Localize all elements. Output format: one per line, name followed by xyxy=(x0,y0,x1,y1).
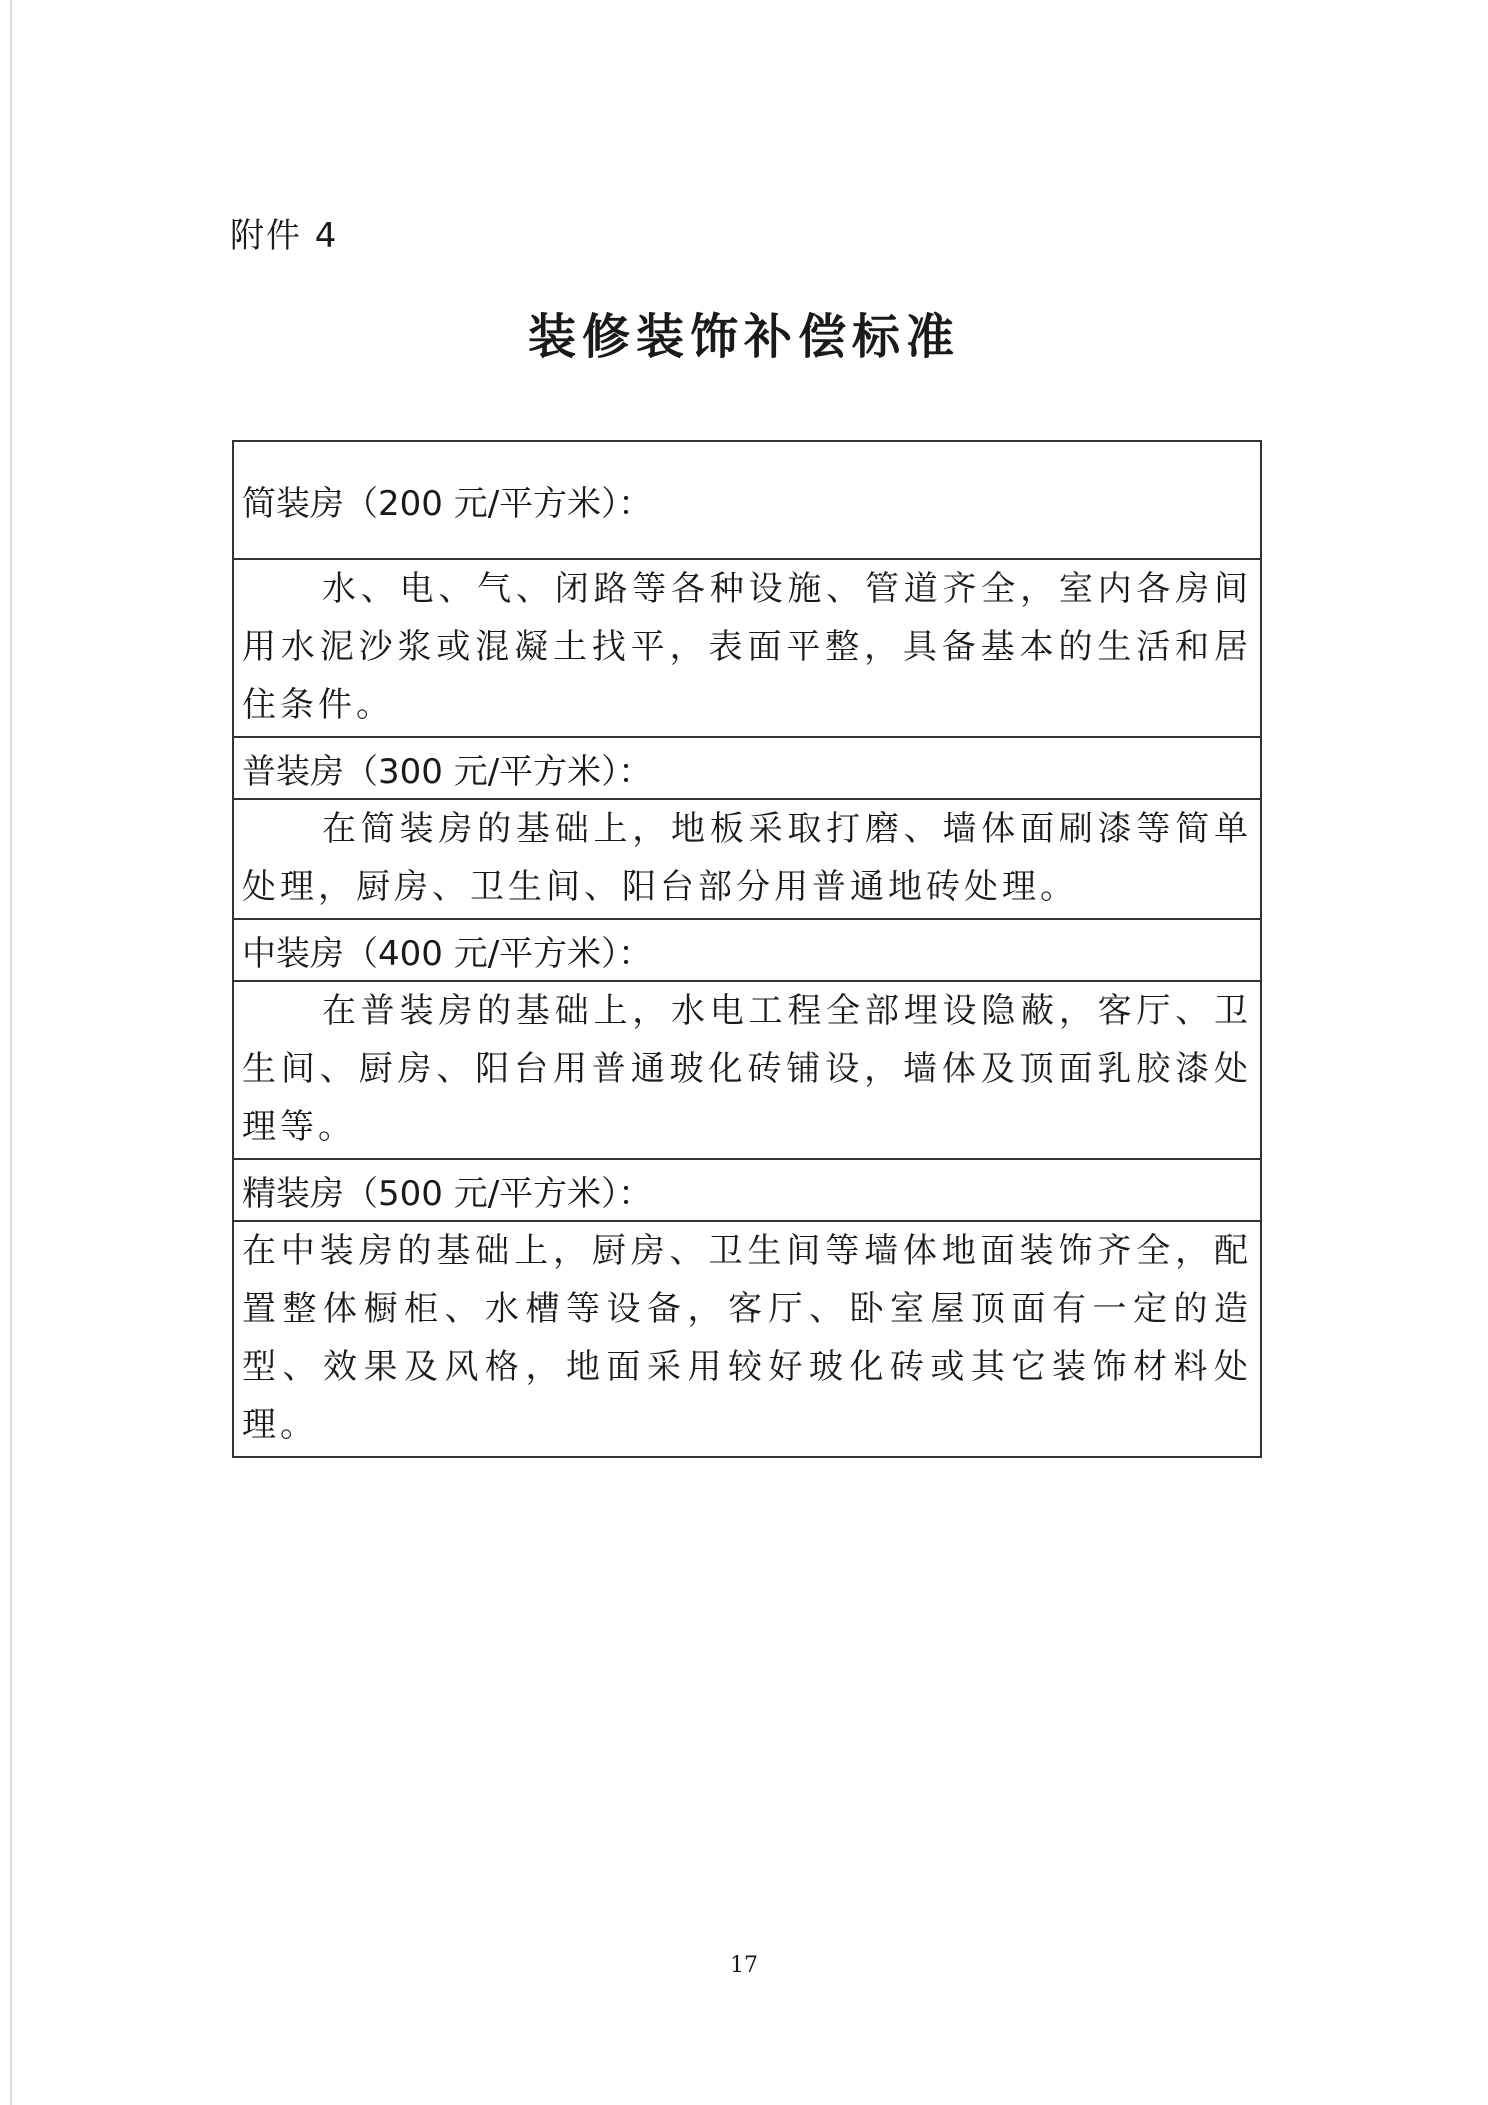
section-heading-fine: 精装房（500 元/平方米）： xyxy=(234,1160,1260,1222)
section-description-basic: 水、电、气、闭路等各种设施、管道齐全，室内各房间用水泥沙浆或混凝土找平，表面平整，具备基本的生活和居住条件。 xyxy=(234,560,1260,738)
document-title: 装修装饰补偿标准 xyxy=(527,309,960,365)
section-description-medium: 在普装房的基础上，水电工程全部埋设隐蔽，客厅、卫生间、厨房、阳台用普通玻化砖铺设，墙体及顶面乳胶漆处理等。 xyxy=(234,982,1260,1160)
attachment-label: 附件 4 xyxy=(230,216,339,256)
section-heading-basic: 简装房（200 元/平方米）： xyxy=(234,442,1260,560)
section-heading-medium: 中装房（400 元/平方米）： xyxy=(234,920,1260,982)
section-heading-standard: 普装房（300 元/平方米）： xyxy=(234,738,1260,800)
section-description-standard: 在简装房的基础上，地板采取打磨、墙体面刷漆等简单处理，厨房、卫生间、阳台部分用普通地砖处理。 xyxy=(234,800,1260,920)
section-description-fine: 在中装房的基础上，厨房、卫生间等墙体地面装饰齐全，配置整体橱柜、水槽等设备，客厅、卧室屋顶面有一定的造型、效果及风格，地面采用较好玻化砖或其它装饰材料处理。 xyxy=(242,1231,1252,1445)
page-number: 17 xyxy=(730,1953,758,1978)
compensation-standards-table xyxy=(232,440,1262,1458)
